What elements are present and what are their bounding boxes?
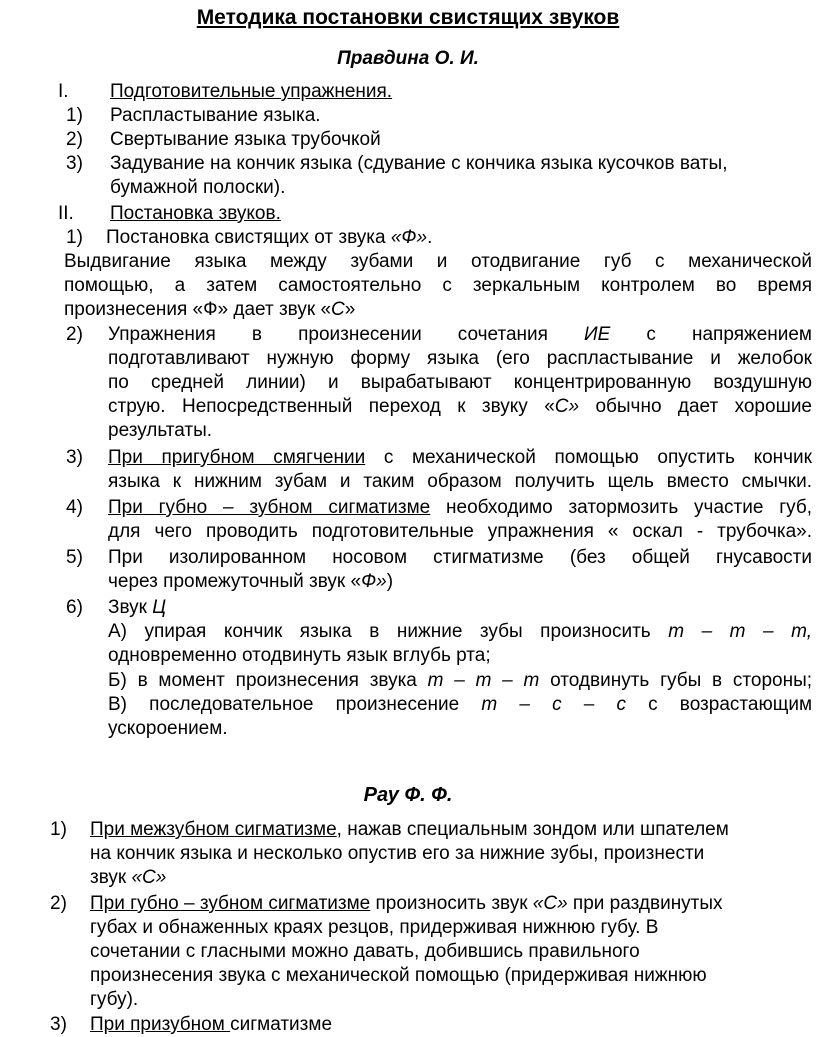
author-rau: Рау Ф. Ф. [363,784,453,806]
list-item: одновременно отодвинуть язык вглубь рта; [108,645,491,666]
list-item: При губно – зубном сигматизме произносить звук «С» при раздвинутых [90,893,723,914]
list-item: При изолированном носовом стигматизме (без общей гнусавости [108,547,812,568]
list-item-number: 2) [66,324,83,345]
list-item: сочетании с гласными можно давать, добившись правильного [90,941,640,962]
list-item-number: 2) [50,893,67,914]
list-item: произнесения звука с механической помощью (придерживая нижнюю [90,965,707,986]
page-title: Методика постановки свистящих звуков [196,6,620,29]
list-item-number: 1) [66,105,83,126]
list-item: А) упирая кончик языка в нижние зубы произносить т – т – т, [108,621,813,642]
list-item: Свертывание языка трубочкой [110,129,381,150]
list-item: Б) в момент произнесения звука т – т – т отодвинуть губы в стороны; [108,670,813,691]
list-item: для чего проводить подготовительные упражнения « оскал - трубочка». [108,521,812,542]
paragraph-line: Выдвигание языка между зубами и отодвигание губ с механической [64,251,812,272]
section-2-heading: Постановка звуков. [110,203,281,224]
paragraph-line: помощью, а затем самостоятельно с зеркальным контролем во время [64,275,812,296]
list-item: по средней линии) и вырабатывают концентрированную воздушную [108,372,812,393]
list-item: Распластывание языка. [110,105,321,126]
list-item: губу). [90,989,139,1010]
list-item: на кончик языка и несколько опустив его за нижние зубы, произнести [90,843,705,864]
list-item: ускороением. [108,718,228,739]
list-item-number: 6) [66,597,83,618]
list-item: Упражнения в произнесении сочетания ИЕ с напряжением [108,324,812,345]
list-item: При пригубном смягчении с механической помощью опустить кончик [108,447,812,468]
list-item: звук «С» [90,867,167,888]
section-2-number: II. [58,203,74,224]
list-item: бумажной полоски). [110,177,286,198]
list-item: подготавливают нужную форму языка (его распластывание и желобок [108,348,812,369]
section-1-heading: Подготовительные упражнения. [110,81,393,102]
list-item: языка к нижним зубам и таким образом получить щель вместо смычки. [108,471,812,492]
section-1-number: I. [58,81,69,102]
list-item-number: 1) [50,819,67,840]
list-item: При губно – зубном сигматизме необходимо затормозить участие губ, [108,497,812,518]
list-item-number: 3) [66,153,83,174]
list-item: Постановка свистящих от звука «Ф». [106,227,433,248]
list-item: губах и обнаженных краях резцов, придерживая нижнюю губу. В [90,917,659,938]
list-item: результаты. [108,420,213,441]
list-item: При призубном сигматизме [90,1014,333,1035]
list-item-number: 1) [66,227,83,248]
list-item: Звук Ц [108,597,167,618]
list-item-number: 5) [66,547,83,568]
list-item: При межзубном сигматизме, нажав специальным зондом или шпателем [90,819,729,840]
list-item: Задувание на кончик языка (сдувание с кончика языка кусочков ваты, [110,153,728,174]
paragraph-line: произнесения «Ф» дает звук «С» [64,299,356,320]
author-pravdina: Правдина О. И. [337,48,479,69]
list-item-number: 3) [50,1014,67,1035]
list-item: через промежуточный звук «Ф») [108,571,394,592]
list-item-number: 2) [66,129,83,150]
list-item-number: 4) [66,497,83,518]
list-item: В) последовательное произнесение т – с – с с возрастающим [108,694,813,715]
list-item-number: 3) [66,447,83,468]
list-item: струю. Непосредственный переход к звуку «С» обычно дает хорошие [108,396,812,417]
